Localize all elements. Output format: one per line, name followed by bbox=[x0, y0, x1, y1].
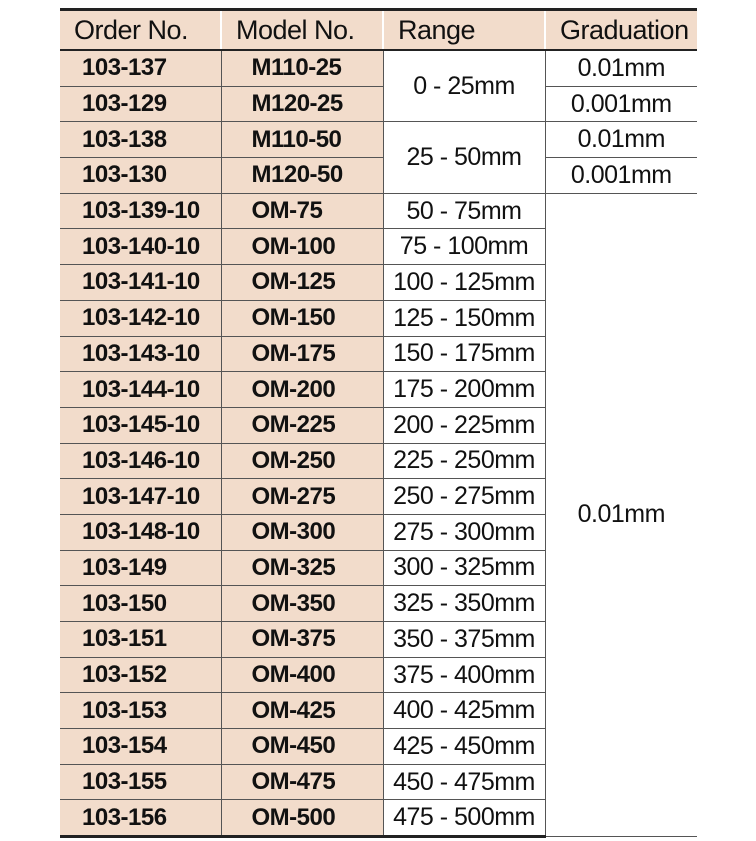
model-no-cell: OM-400 bbox=[221, 657, 383, 693]
range-cell: 300 - 325mm bbox=[383, 550, 545, 586]
range-cell: 225 - 250mm bbox=[383, 443, 545, 479]
model-no-cell: M110-25 bbox=[221, 50, 383, 86]
model-no-cell: OM-275 bbox=[221, 479, 383, 515]
order-no-cell: 103-129 bbox=[60, 86, 221, 122]
order-no-cell: 103-149 bbox=[60, 550, 221, 586]
range-cell: 200 - 225mm bbox=[383, 407, 545, 443]
model-no-cell: OM-450 bbox=[221, 729, 383, 765]
graduation-cell: 0.01mm bbox=[545, 122, 697, 158]
model-no-cell: OM-325 bbox=[221, 550, 383, 586]
model-no-cell: OM-375 bbox=[221, 622, 383, 658]
model-no-cell: OM-350 bbox=[221, 586, 383, 622]
graduation-cell: 0.001mm bbox=[545, 86, 697, 122]
range-cell: 50 - 75mm bbox=[383, 193, 545, 229]
model-no-cell: OM-425 bbox=[221, 693, 383, 729]
table-row bbox=[60, 193, 697, 229]
model-no-cell: OM-100 bbox=[221, 229, 383, 265]
model-no-cell: OM-200 bbox=[221, 372, 383, 408]
range-cell: 400 - 425mm bbox=[383, 693, 545, 729]
range-cell: 475 - 500mm bbox=[383, 800, 545, 837]
graduation-cell: 0.01mm bbox=[545, 50, 697, 86]
table-row bbox=[60, 86, 697, 122]
range-cell: 0 - 25mm bbox=[383, 50, 545, 122]
table-row bbox=[60, 50, 697, 86]
model-no-cell: OM-500 bbox=[221, 800, 383, 837]
model-no-cell: OM-225 bbox=[221, 407, 383, 443]
model-no-cell: OM-125 bbox=[221, 265, 383, 301]
order-no-cell: 103-147-10 bbox=[60, 479, 221, 515]
range-cell: 350 - 375mm bbox=[383, 622, 545, 658]
model-no-cell: M120-50 bbox=[221, 158, 383, 194]
range-cell: 450 - 475mm bbox=[383, 764, 545, 800]
order-no-cell: 103-153 bbox=[60, 693, 221, 729]
range-cell: 175 - 200mm bbox=[383, 372, 545, 408]
graduation-cell: 0.01mm bbox=[545, 193, 697, 836]
range-cell: 125 - 150mm bbox=[383, 300, 545, 336]
order-no-cell: 103-144-10 bbox=[60, 372, 221, 408]
table-row bbox=[60, 122, 697, 158]
range-cell: 150 - 175mm bbox=[383, 336, 545, 372]
order-no-cell: 103-151 bbox=[60, 622, 221, 658]
order-no-cell: 103-156 bbox=[60, 800, 221, 837]
header-model-no: Model No. bbox=[221, 10, 383, 51]
order-no-cell: 103-146-10 bbox=[60, 443, 221, 479]
range-cell: 75 - 100mm bbox=[383, 229, 545, 265]
order-no-cell: 103-155 bbox=[60, 764, 221, 800]
order-no-cell: 103-130 bbox=[60, 158, 221, 194]
table-row bbox=[60, 158, 697, 194]
order-no-cell: 103-139-10 bbox=[60, 193, 221, 229]
model-no-cell: OM-150 bbox=[221, 300, 383, 336]
header-order-no: Order No. bbox=[60, 10, 221, 51]
order-no-cell: 103-137 bbox=[60, 50, 221, 86]
order-no-cell: 103-142-10 bbox=[60, 300, 221, 336]
spec-table bbox=[60, 8, 697, 838]
range-cell: 375 - 400mm bbox=[383, 657, 545, 693]
order-no-cell: 103-154 bbox=[60, 729, 221, 765]
order-no-cell: 103-143-10 bbox=[60, 336, 221, 372]
order-no-cell: 103-148-10 bbox=[60, 514, 221, 550]
range-cell: 100 - 125mm bbox=[383, 265, 545, 301]
table-header-row bbox=[60, 10, 697, 51]
model-no-cell: OM-250 bbox=[221, 443, 383, 479]
order-no-cell: 103-138 bbox=[60, 122, 221, 158]
model-no-cell: M110-50 bbox=[221, 122, 383, 158]
model-no-cell: OM-75 bbox=[221, 193, 383, 229]
model-no-cell: M120-25 bbox=[221, 86, 383, 122]
model-no-cell: OM-300 bbox=[221, 514, 383, 550]
range-cell: 275 - 300mm bbox=[383, 514, 545, 550]
range-cell: 250 - 275mm bbox=[383, 479, 545, 515]
model-no-cell: OM-175 bbox=[221, 336, 383, 372]
model-no-cell: OM-475 bbox=[221, 764, 383, 800]
header-range: Range bbox=[383, 10, 545, 51]
spec-table-container bbox=[60, 8, 697, 838]
header-graduation: Graduation bbox=[545, 10, 697, 51]
range-cell: 325 - 350mm bbox=[383, 586, 545, 622]
range-cell: 25 - 50mm bbox=[383, 122, 545, 193]
order-no-cell: 103-140-10 bbox=[60, 229, 221, 265]
range-cell: 425 - 450mm bbox=[383, 729, 545, 765]
order-no-cell: 103-145-10 bbox=[60, 407, 221, 443]
graduation-cell: 0.001mm bbox=[545, 158, 697, 194]
order-no-cell: 103-141-10 bbox=[60, 265, 221, 301]
order-no-cell: 103-150 bbox=[60, 586, 221, 622]
order-no-cell: 103-152 bbox=[60, 657, 221, 693]
